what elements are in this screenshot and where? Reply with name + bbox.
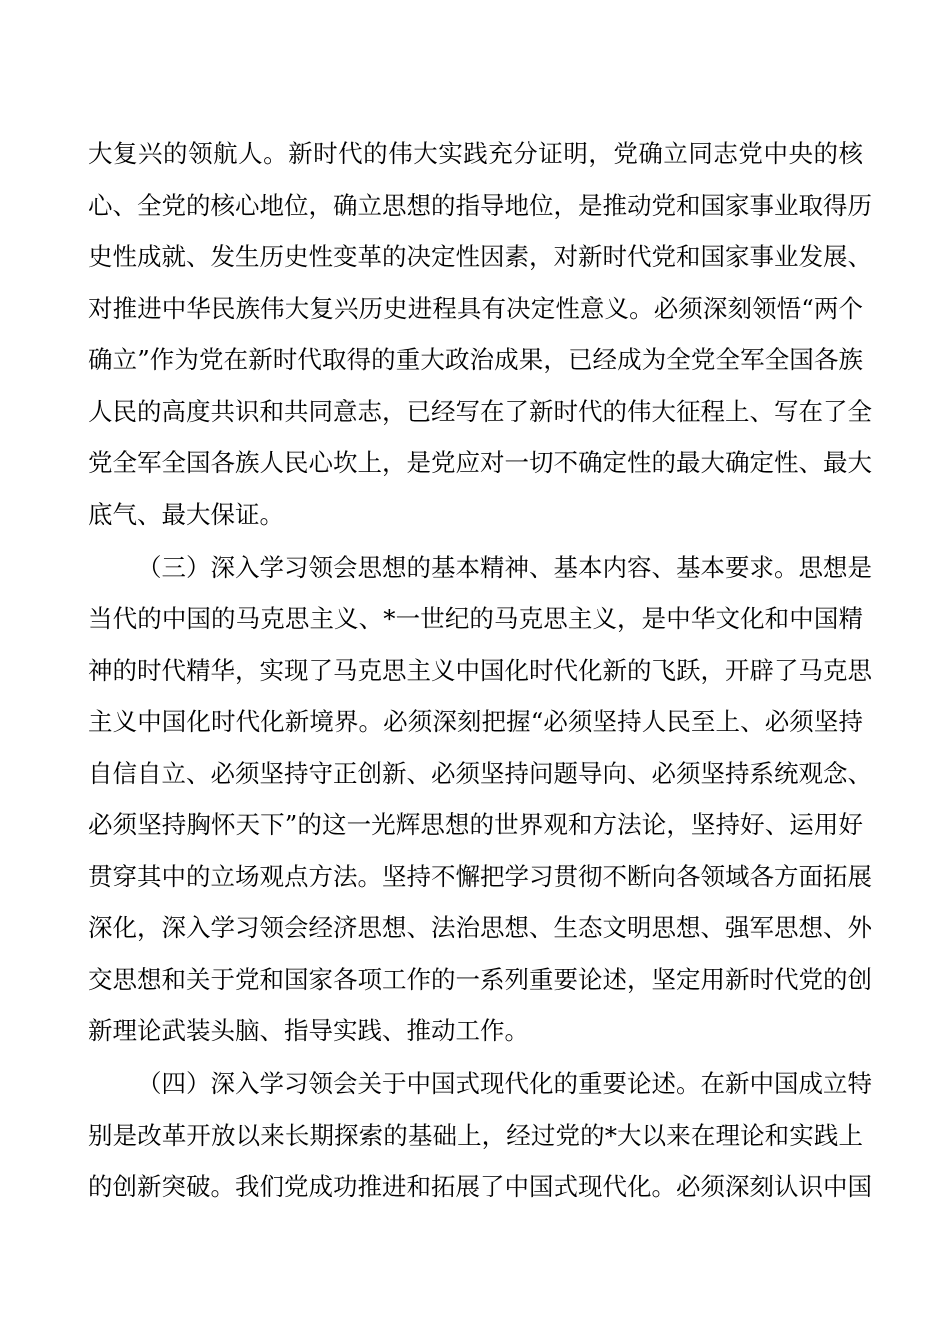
paragraph-line: 人民的高度共识和共同意志，已经写在了新时代的伟大征程上、写在了全: [88, 396, 872, 426]
paragraph-line: 贯穿其中的立场观点方法。坚持不懈把学习贯彻不断向各领域各方面拓展: [88, 861, 872, 891]
paragraph-line: 党全军全国各族人民心坎上，是党应对一切不确定性的最大确定性、最大: [88, 448, 872, 477]
paragraph-line: （三）深入学习领会思想的基本精神、基本内容、基本要求。思想是: [137, 552, 872, 582]
paragraph-line: 别是改革开放以来长期探索的基础上，经过党的*大以来在理论和实践上: [88, 1120, 863, 1150]
paragraph-line: 自信自立、必须坚持守正创新、必须坚持问题导向、必须坚持系统观念、: [88, 758, 872, 788]
paragraph-line: 新理论武装头脑、指导实践、推动工作。: [88, 1016, 529, 1045]
paragraph-line: 对推进中华民族伟大复兴历史进程具有决定性意义。必须深刻领悟“两个: [88, 293, 863, 323]
paragraph-line: 心、全党的核心地位，确立思想的指导地位，是推动党和国家事业取得历: [88, 190, 872, 220]
document-body: [88, 128, 872, 1213]
paragraph-line: 底气、最大保证。: [88, 499, 284, 529]
paragraph-2: [88, 542, 872, 1057]
paragraph-line: 深化，深入学习领会经济思想、法治思想、生态文明思想、强军思想、外: [88, 913, 872, 942]
paragraph-line: 的创新突破。我们党成功推进和拓展了中国式现代化。必须深刻认识中国: [88, 1172, 872, 1201]
paragraph-line: 神的时代精华，实现了马克思主义中国化时代化新的飞跃，开辟了马克思: [88, 655, 872, 685]
paragraph-line: 大复兴的领航人。新时代的伟大实践充分证明，党确立同志党中央的核: [88, 139, 863, 168]
paragraph-1: [88, 128, 872, 540]
paragraph-line: 史性成就、发生历史性变革的决定性因素，对新时代党和国家事业发展、: [88, 242, 872, 271]
paragraph-3: [88, 1058, 872, 1213]
paragraph-line: 交思想和关于党和国家各项工作的一系列重要论述，坚定用新时代党的创: [88, 964, 872, 994]
paragraph-line: （四）深入学习领会关于中国式现代化的重要论述。在新中国成立特: [137, 1069, 872, 1098]
paragraph-line: 必须坚持胸怀天下”的这一光辉思想的世界观和方法论，坚持好、运用好: [88, 810, 863, 839]
paragraph-line: 确立”作为党在新时代取得的重大政治成果，已经成为全党全军全国各族: [88, 345, 863, 374]
paragraph-line: 主义中国化时代化新境界。必须深刻把握“必须坚持人民至上、必须坚持: [88, 707, 863, 736]
paragraph-line: 当代的中国的马克思主义、*一世纪的马克思主义，是中华文化和中国精: [88, 604, 863, 633]
